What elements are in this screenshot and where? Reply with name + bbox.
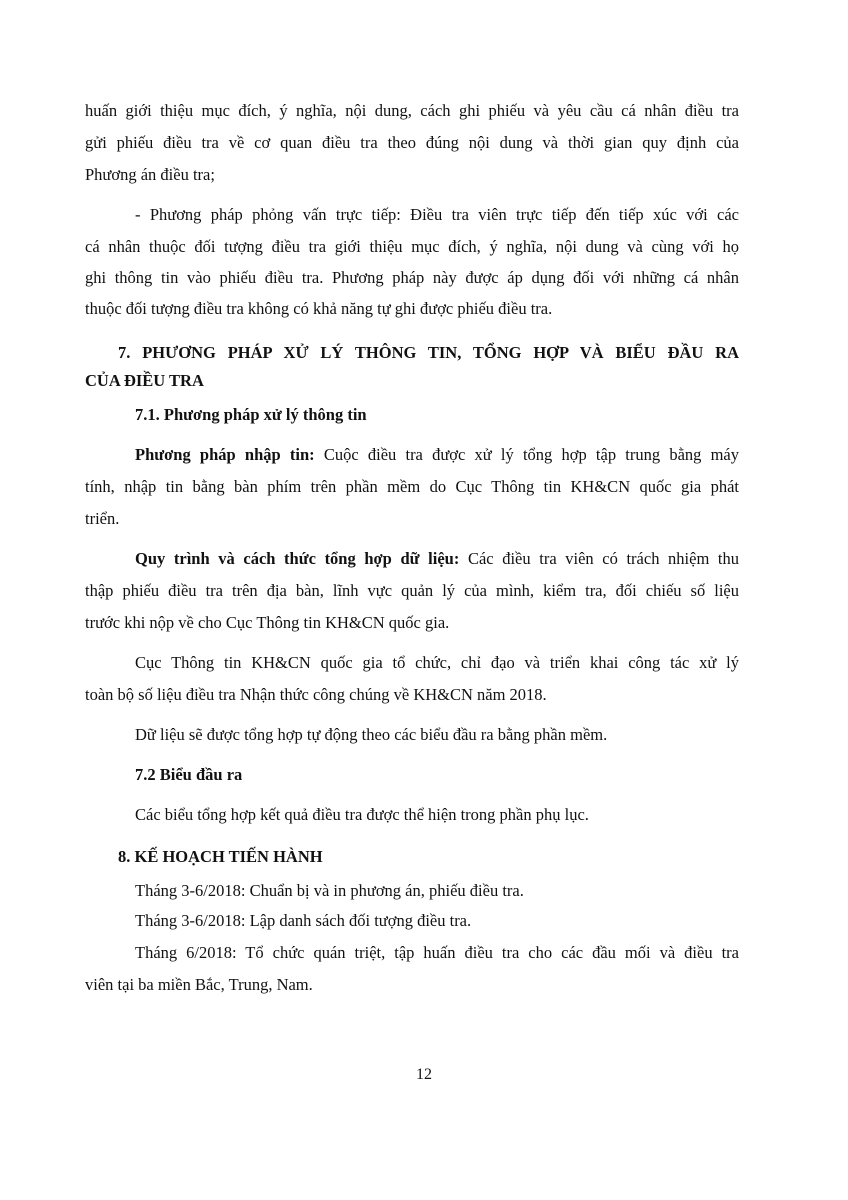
paragraph-text: Các điều tra viên có trách nhiệm thu xyxy=(459,549,740,568)
plan-item: viên tại ba miền Bắc, Trung, Nam. xyxy=(85,975,313,994)
paragraph-line: triển. xyxy=(85,509,120,528)
section-heading-7: 7. PHƯƠNG PHÁP XỬ LÝ THÔNG TIN, TỔNG HỢP VÀ BIỂU ĐẦU RA xyxy=(118,343,739,362)
paragraph-line: thuộc đối tượng điều tra không có khả năng tự ghi được phiếu điều tra. xyxy=(85,299,553,318)
paragraph-line xyxy=(135,444,739,466)
paragraph-line: cá nhân thuộc đối tượng điều tra giới thiệu mục đích, ý nghĩa, nội dung và cùng với họ xyxy=(85,237,739,256)
bold-lead-text: Quy trình và cách thức tổng hợp dữ liệu: xyxy=(135,549,460,568)
subsection-heading-7-1: 7.1. Phương pháp xử lý thông tin xyxy=(135,405,367,424)
plan-item: Tháng 3-6/2018: Lập danh sách đối tượng điều tra. xyxy=(135,911,472,930)
paragraph-line: trước khi nộp về cho Cục Thông tin KH&CN quốc gia. xyxy=(85,613,450,632)
paragraph-line: thập phiếu điều tra trên địa bàn, lĩnh vực quản lý của mình, kiểm tra, đối chiếu số liệu xyxy=(85,581,739,600)
paragraph-line: Cục Thông tin KH&CN quốc gia tổ chức, chỉ đạo và triển khai công tác xử lý xyxy=(135,653,739,672)
paragraph-line: gửi phiếu điều tra về cơ quan điều tra theo đúng nội dung và thời gian quy định của xyxy=(85,133,739,152)
bold-lead-text: Phương pháp nhập tin: xyxy=(135,445,315,464)
subsection-heading-7-2: 7.2 Biểu đầu ra xyxy=(135,765,243,784)
paragraph-line: toàn bộ số liệu điều tra Nhận thức công chúng về KH&CN năm 2018. xyxy=(85,685,547,704)
paragraph-line: Dữ liệu sẽ được tổng hợp tự động theo các biểu đầu ra bằng phần mềm. xyxy=(135,725,608,744)
paragraph-line: Phương án điều tra; xyxy=(85,165,215,184)
page-number: 12 xyxy=(416,1066,432,1083)
paragraph-line xyxy=(135,548,739,570)
paragraph-text: Cuộc điều tra được xử lý tổng hợp tập trung bằng máy xyxy=(314,445,740,464)
plan-item: Tháng 6/2018: Tổ chức quán triệt, tập huấn điều tra cho các đầu mối và điều tra xyxy=(135,943,739,962)
paragraph-line: tính, nhập tin bằng bàn phím trên phần mềm do Cục Thông tin KH&CN quốc gia phát xyxy=(85,477,739,496)
paragraph-line: ghi thông tin vào phiếu điều tra. Phương pháp này được áp dụng đối với những cá nhân xyxy=(85,268,739,287)
paragraph-line: Các biểu tổng hợp kết quả điều tra được thể hiện trong phần phụ lục. xyxy=(135,805,589,824)
section-heading-8: 8. KẾ HOẠCH TIẾN HÀNH xyxy=(118,847,323,866)
paragraph-line: huấn giới thiệu mục đích, ý nghĩa, nội dung, cách ghi phiếu và yêu cầu cá nhân điều tra xyxy=(85,101,739,120)
paragraph-line: - Phương pháp phỏng vấn trực tiếp: Điều tra viên trực tiếp đến tiếp xúc với các xyxy=(135,205,739,224)
plan-item: Tháng 3-6/2018: Chuẩn bị và in phương án, phiếu điều tra. xyxy=(135,881,524,900)
section-heading-7-cont: CỦA ĐIỀU TRA xyxy=(85,371,204,390)
